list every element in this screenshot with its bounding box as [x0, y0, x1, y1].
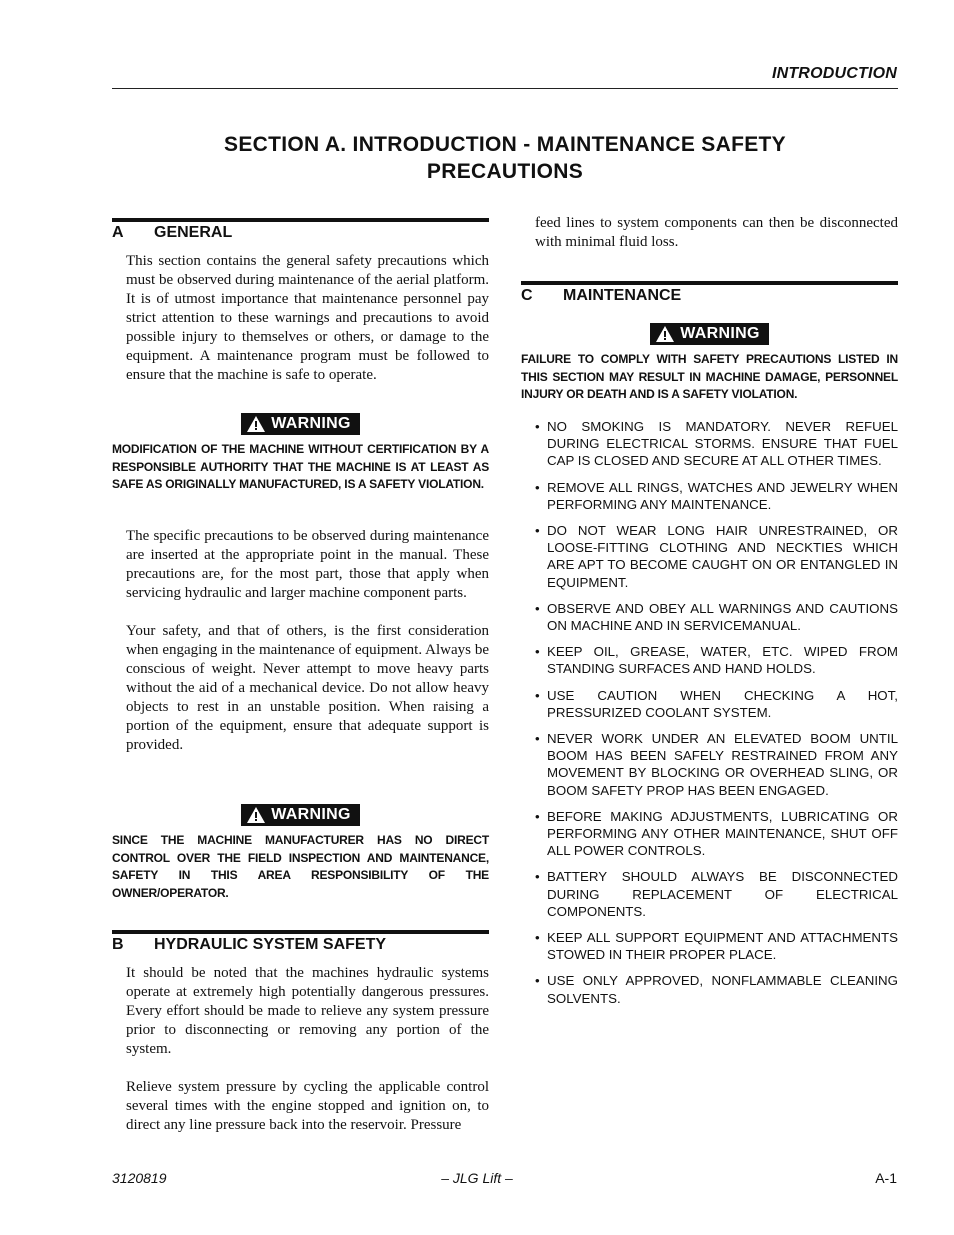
bullet-dot: • — [535, 419, 540, 434]
warning-block-1 — [112, 413, 489, 494]
bullet-item — [521, 479, 898, 513]
section-a-paragraph-3: Your safety, and that of others, is the first consideration when engaging in the maintenance of equipment. Always be conscious of weight. Never attempt to move heavy parts without the aid of a mechanical device. Do not allow heavy objects to rest in an unstable position. When raising a portion of the equipment, ensure that adequate support is provided. — [126, 623, 489, 753]
bullet-text: REMOVE ALL RINGS, WATCHES AND JEWELRY WHEN PERFORMING ANY MAINTENANCE. — [547, 479, 898, 512]
section-a — [112, 218, 489, 385]
section-b-paragraph-2: Relieve system pressure by cycling the applicable control several times with the engine stopped and ignition on, to direct any line pressure back into the reservoir. Pressure — [126, 1079, 489, 1133]
section-b — [112, 930, 489, 1135]
section-c-heading — [521, 287, 898, 305]
bullet-text: KEEP OIL, GREASE, WATER, ETC. WIPED FROM STANDING SURFACES AND HAND HOLDS. — [547, 644, 898, 677]
section-b-paragraph-1: It should be noted that the machines hydraulic systems operate at extremely high potentially dangerous pressures. Every effort should be made to relieve any system pressure prior to disconnecting or removing any portion of the system. — [126, 965, 489, 1057]
warning-triangle-icon — [656, 326, 674, 342]
warning-label: WARNING — [680, 325, 760, 342]
warning-text-3: FAILURE TO COMPLY WITH SAFETY PRECAUTIONS LISTED IN THIS SECTION MAY RESULT IN MACHINE DAMAGE, PERSONNEL INJURY OR DEATH AND IS A SAFETY VIOLATION. — [521, 352, 898, 401]
warning-badge — [650, 323, 768, 345]
section-title-line1: SECTION A. INTRODUCTION - MAINTENANCE SAFETY — [224, 133, 786, 156]
maintenance-bullet-list — [521, 418, 898, 1016]
bullet-item — [521, 808, 898, 860]
bullet-item — [521, 643, 898, 677]
bullet-text: NO SMOKING IS MANDATORY. NEVER REFUEL DURING ELECTRICAL STORMS. ENSURE THAT FUEL CAP IS CLOSED AND SECURE AT ALL OTHER TIMES. — [547, 419, 898, 469]
section-a-title: GENERAL — [154, 224, 233, 241]
section-title — [112, 131, 898, 185]
warning-label: WARNING — [271, 806, 351, 823]
bullet-dot: • — [535, 479, 540, 495]
bullet-text: KEEP ALL SUPPORT EQUIPMENT AND ATTACHMENTS STOWED IN THEIR PROPER PLACE. — [547, 930, 898, 963]
bullet-text: BEFORE MAKING ADJUSTMENTS, LUBRICATING OR PERFORMING ANY OTHER MAINTENANCE, SHUT OFF ALL POWER CONTROLS. — [547, 808, 898, 859]
section-a-paragraph-1: This section contains the general safety precautions which must be observed during maintenance of the aerial platform. It is of utmost importance that maintenance personnel pay strict attention to these warnings and precautions to avoid possible injury to themselves or others, or damage to the equipment. A maintenance program must be followed to ensure that the machine is safe to operate. — [126, 253, 489, 383]
section-b-title: HYDRAULIC SYSTEM SAFETY — [154, 936, 387, 953]
bullet-item — [521, 418, 898, 470]
section-c-title: MAINTENANCE — [563, 287, 682, 304]
warning-block-2 — [112, 804, 489, 902]
section-b-paragraph-2-cont: feed lines to system components can then be disconnected with minimal fluid loss. — [535, 215, 898, 250]
warning-badge — [241, 804, 359, 826]
bullet-dot: • — [535, 644, 540, 660]
warning-block-3 — [521, 323, 898, 404]
bullet-item — [521, 929, 898, 963]
header-rule — [112, 88, 898, 89]
bullet-dot: • — [535, 973, 540, 989]
bullet-item — [521, 972, 898, 1006]
bullet-item — [521, 868, 898, 920]
section-c — [521, 281, 898, 305]
section-a-letter: A — [112, 224, 124, 241]
bullet-item — [521, 522, 898, 591]
section-title-line2: PRECAUTIONS — [426, 160, 584, 183]
bullet-text: DO NOT WEAR LONG HAIR UNRESTRAINED, OR LOOSE-FITTING CLOTHING AND NECKTIES WHICH ARE APT TO BECOME CAUGHT ON OR ENTANGLED IN EQUIPMENT. — [547, 523, 898, 590]
section-c-rule — [521, 281, 898, 285]
section-b-rule — [112, 930, 489, 934]
bullet-text: BATTERY SHOULD ALWAYS BE DISCONNECTED DURING REPLACEMENT OF ELECTRICAL COMPONENTS. — [547, 869, 898, 919]
warning-text-1: MODIFICATION OF THE MACHINE WITHOUT CERTIFICATION BY A RESPONSIBLE AUTHORITY THAT THE MACHINE IS AT LEAST AS SAFE AS ORIGINALLY MANUFACTURED, IS A SAFETY VIOLATION. — [112, 442, 489, 491]
section-b-heading — [112, 936, 489, 954]
section-a-body-cont — [112, 527, 489, 755]
bullet-text: NEVER WORK UNDER AN ELEVATED BOOM UNTIL BOOM HAS BEEN SAFELY RESTRAINED FROM ANY MOVEMENT BY BLOCKING OR OVERHEAD SLING, OR BOOM SAFETY PROP HAS BEEN ENGAGED. — [547, 731, 898, 798]
bullet-item — [521, 730, 898, 799]
bullet-text: USE CAUTION WHEN CHECKING A HOT, PRESSURIZED COOLANT SYSTEM. — [547, 687, 898, 720]
section-a-paragraph-2: The specific precautions to be observed during maintenance are inserted at the appropriate point in the manual. These precautions are, for the most part, those that apply when servicing hydraulic and larger machine component parts. — [126, 528, 489, 601]
warning-text-2: SINCE THE MACHINE MANUFACTURER HAS NO DIRECT CONTROL OVER THE FIELD INSPECTION AND MAINTENANCE, SAFETY IN THIS AREA RESPONSIBILITY OF THE OWNER/OPERATOR. — [112, 833, 489, 900]
warning-label: WARNING — [271, 415, 351, 432]
section-c-letter: C — [521, 287, 533, 304]
footer-doc-number: 3120819 — [112, 1170, 167, 1186]
footer-brand: – JLG Lift – — [441, 1170, 513, 1186]
bullet-item — [521, 600, 898, 634]
bullet-dot: • — [535, 523, 540, 539]
bullet-dot: • — [535, 731, 540, 747]
section-b-continued — [521, 214, 898, 252]
section-a-rule — [112, 218, 489, 222]
bullet-dot: • — [535, 808, 540, 824]
section-b-letter: B — [112, 936, 124, 953]
bullet-dot: • — [535, 930, 540, 946]
bullet-dot: • — [535, 687, 540, 703]
bullet-item — [521, 687, 898, 721]
bullet-text: USE ONLY APPROVED, NONFLAMMABLE CLEANING SOLVENTS. — [547, 973, 898, 1006]
warning-triangle-icon — [247, 416, 265, 432]
warning-badge — [241, 413, 359, 435]
running-header: INTRODUCTION — [771, 65, 897, 82]
bullet-dot: • — [535, 869, 540, 885]
section-a-heading — [112, 224, 489, 242]
warning-triangle-icon — [247, 807, 265, 823]
footer-page-number: A-1 — [875, 1170, 897, 1186]
bullet-dot: • — [535, 600, 540, 616]
bullet-text: OBSERVE AND OBEY ALL WARNINGS AND CAUTIONS ON MACHINE AND IN SERVICEMANUAL. — [547, 600, 898, 634]
